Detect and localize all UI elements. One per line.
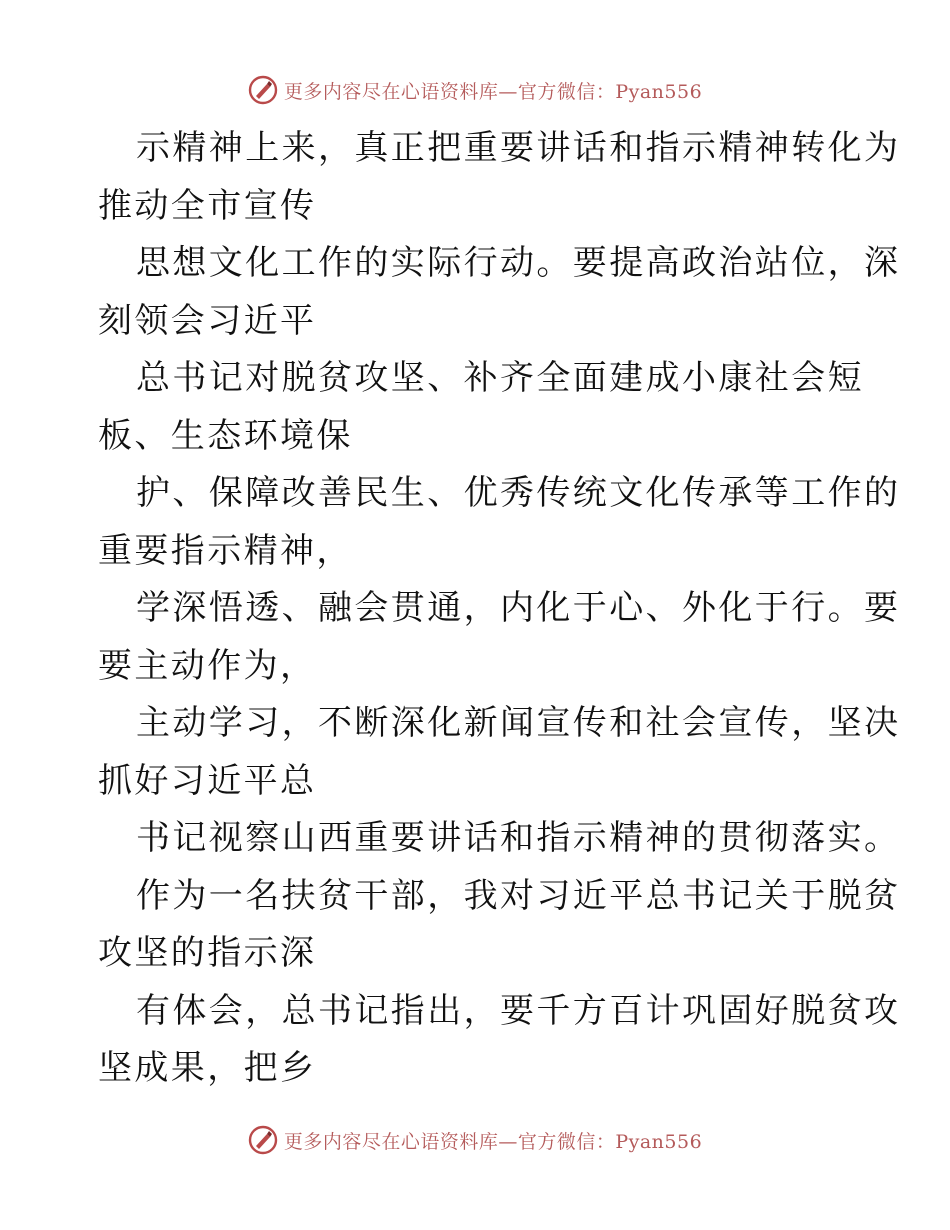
text-line: 重要指示精神， [98, 530, 353, 571]
text-line: 板、生态环境保 [98, 415, 353, 456]
document-body [98, 120, 901, 1098]
footer-banner-text: 更多内容尽在心语资料库—官方微信：Pyan556 [283, 1130, 703, 1153]
text-line: 主动学习，不断深化新闻宣传和社会宣传，坚决 [136, 703, 901, 743]
pen-logo-icon [248, 1125, 278, 1155]
text-line: 书记视察山西重要讲话和指示精神的贯彻落实。 [136, 818, 901, 858]
text-line: 坚成果，把乡 [98, 1048, 317, 1088]
text-line: 示精神上来，真正把重要讲话和指示精神转化为 [136, 128, 901, 168]
text-line: 护、保障改善民生、优秀传统文化传承等工作的 [136, 473, 901, 513]
header-banner-text: 更多内容尽在心语资料库—官方微信：Pyan556 [283, 80, 703, 103]
text-line: 作为一名扶贫干部，我对习近平总书记关于脱贫 [136, 875, 901, 916]
footer-banner [0, 1120, 950, 1160]
text-line: 要主动作为， [98, 645, 317, 686]
text-line: 学深悟透、融会贯通，内化于心、外化于行。要 [136, 588, 901, 628]
header-banner [0, 70, 950, 110]
text-line: 有体会，总书记指出，要千方百计巩固好脱贫攻 [136, 990, 901, 1031]
text-line: 思想文化工作的实际行动。要提高政治站位，深 [136, 243, 901, 283]
text-line: 总书记对脱贫攻坚、补齐全面建成小康社会短 [136, 358, 864, 398]
pen-logo-icon [248, 75, 278, 105]
text-line: 推动全市宣传 [98, 185, 317, 226]
text-line: 攻坚的指示深 [98, 933, 317, 973]
text-line: 抓好习近平总 [98, 760, 317, 801]
text-line: 刻领会习近平 [98, 300, 317, 341]
